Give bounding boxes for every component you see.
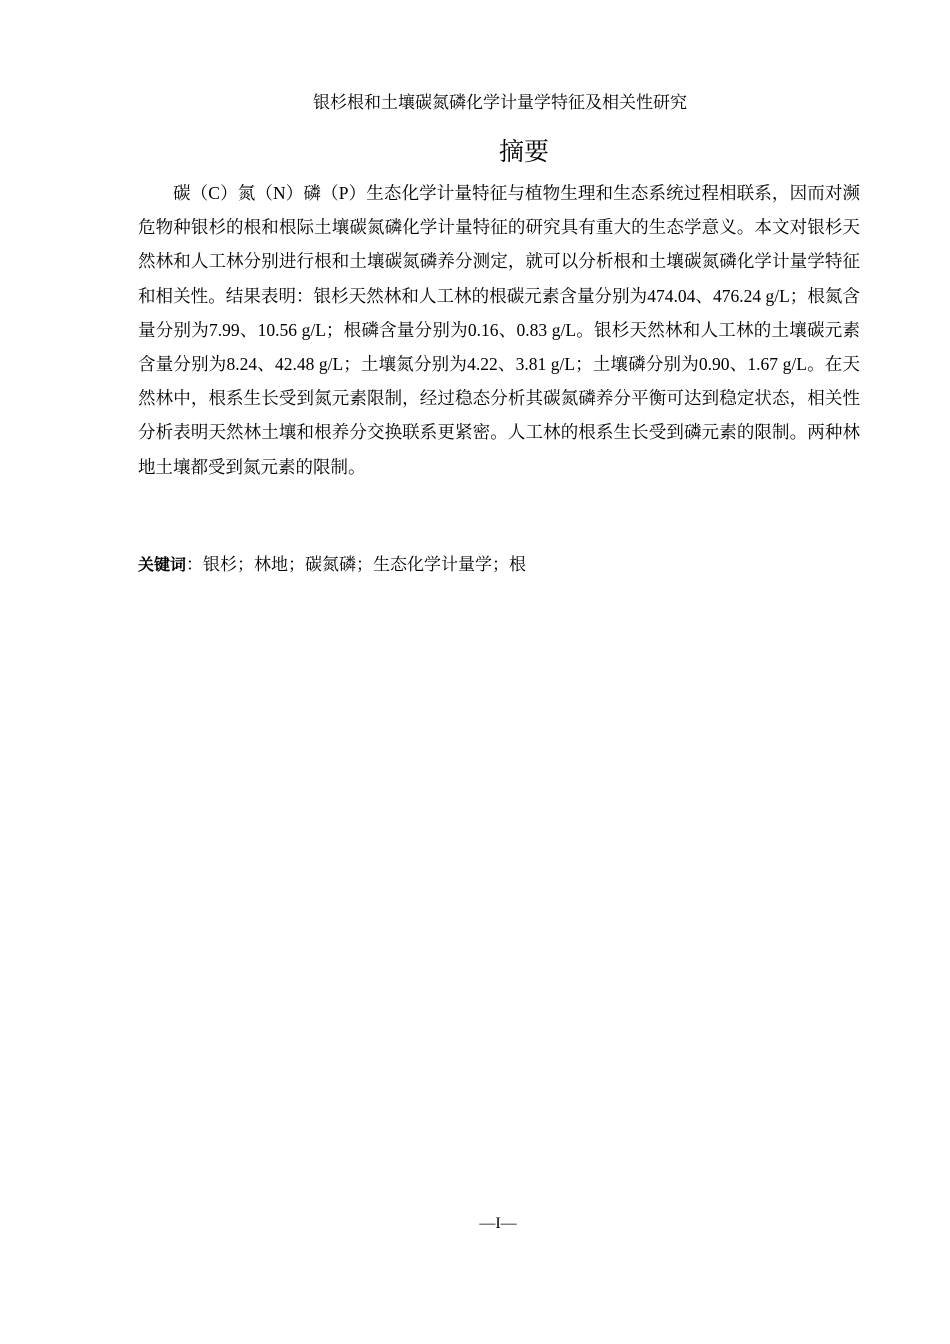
- abstract-body: 碳（C）氮（N）磷（P）生态化学计量特征与植物生理和生态系统过程相联系，因而对濒危物种银杉的根和根际土壤碳氮磷化学计量特征的研究具有重大的生态学意义。本文对银杉天然林和人工林分别进行根和土壤碳氮磷养分测定，就可以分析根和土壤碳氮磷化学计量学特征和相关性。结果表明：银杉天然林和人工林的根碳元素含量分别为474.04、476.24 g/L；根氮含量分别为7.99、10.56 g/L；根磷含量分别为0.16、0.83 g/L。银杉天然林和人工林的土壤碳元素含量分别为8.24、42.48 g/L；土壤氮分别为4.22、3.81 g/L；土壤磷分别为0.90、1.67 g/L。在天然林中，根系生长受到氮元素限制，经过稳态分析其碳氮磷养分平衡可达到稳定状态，相关性分析表明天然林土壤和根养分交换联系更紧密。人工林的根系生长受到磷元素的限制。两种林地土壤都受到氮元素的限制。: [138, 183, 860, 477]
- running-title: 银杉根和土壤碳氮磷化学计量学特征及相关性研究: [313, 93, 687, 112]
- page-number: —I—: [479, 1215, 517, 1232]
- keywords-label: 关键词: [138, 555, 187, 574]
- keywords-separator: ：: [186, 555, 204, 574]
- keywords-line: [138, 550, 860, 580]
- keywords-text: 银杉；林地；碳氮磷；生态化学计量学；根: [203, 555, 527, 574]
- abstract-heading: 摘要: [498, 137, 549, 166]
